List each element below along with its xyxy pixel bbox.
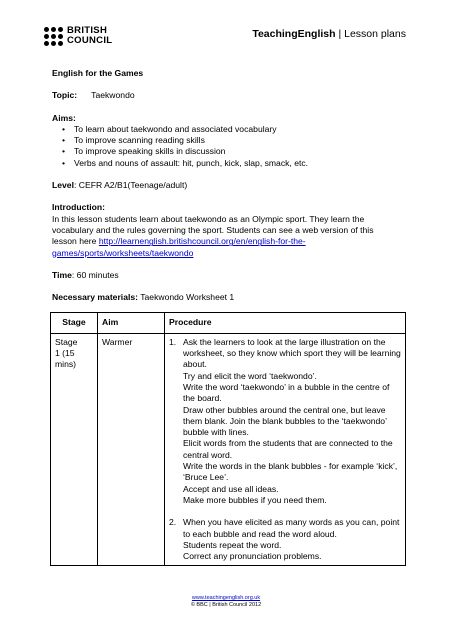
- list-item: • To improve scanning reading skills: [74, 135, 400, 146]
- aims-list: [52, 124, 400, 169]
- topic-line: Topic: Taekwondo: [52, 90, 135, 101]
- series-title: English for the Games: [52, 68, 144, 78]
- list-item: • To improve speaking skills in discussion: [74, 146, 400, 157]
- stage-cell: Stage 1 (15 mins): [51, 333, 98, 566]
- aims-label: Aims:: [52, 112, 76, 123]
- british-council-logo: [44, 26, 112, 46]
- footer-copyright: © BBC | British Council 2012: [190, 602, 262, 608]
- aim-cell: Warmer: [98, 333, 165, 566]
- materials-line: Necessary materials: Taekwondo Worksheet 1: [52, 292, 235, 303]
- header-brand: TeachingEnglish | Lesson plans: [252, 28, 406, 40]
- intro-label: Introduction:: [52, 202, 105, 213]
- lesson-web-link[interactable]: http://learnenglish.britishcouncil.org/en/english-for-the-games/sports/worksheets/taekwondo: [52, 236, 306, 258]
- list-item: • To learn about taekwondo and associated vocabulary: [74, 124, 400, 135]
- list-item: • Verbs and nouns of assault: hit, punch, kick, slap, smack, etc.: [74, 158, 400, 169]
- procedure-steps: [169, 337, 401, 563]
- header-aim: Aim: [98, 313, 165, 333]
- level-line: Level: CEFR A2/B1(Teenage/adult): [52, 180, 188, 191]
- logo-text: BRITISH COUNCIL: [67, 25, 113, 46]
- footer-link[interactable]: www.teachingenglish.org.uk: [191, 595, 261, 601]
- table-row: [51, 333, 406, 566]
- procedure-table: [50, 312, 406, 566]
- intro-text: In this lesson students learn about taekwondo as an Olympic sport. They learn the vocabulary and the rules governing the sport. Students can see a web version of this lesson here http://learnenglish.britishcouncil.org/en/english-for-the-games/sports/worksheets/taekwondo: [52, 213, 374, 258]
- table-header-row: [51, 313, 406, 333]
- logo-dots-icon: [44, 27, 63, 46]
- header-stage: Stage: [51, 313, 98, 333]
- time-line: Time: 60 minutes: [52, 269, 119, 280]
- page-footer: [0, 595, 452, 609]
- header-procedure: Procedure: [165, 313, 406, 333]
- procedure-step-2: 2. When you have elicited as many words as you can, point to each bubble and read the word aloud. Students repeat the word. Correct any pronunciation problems.: [169, 517, 400, 562]
- procedure-step-1: 1. Ask the learners to look at the large illustration on the worksheet, so they know which sport they will be learning about. Try and elicit the word ‘taekwondo’. Write the word ‘taekwondo’ in a bubble in the centre of the board. Draw other bubbles around the central one, but leave them blank. Join the blank bubbles to the ‘taekwondo’ bubble with lines. Elicit words from the students that are connected to the central word. Write the words in the blank bubbles - for example ‘kick’, ‘Bruce Lee’. Accept and use all ideas. Make more bubbles if you need them.: [169, 336, 401, 505]
- lesson-content: [52, 68, 400, 566]
- procedure-cell: [165, 333, 406, 566]
